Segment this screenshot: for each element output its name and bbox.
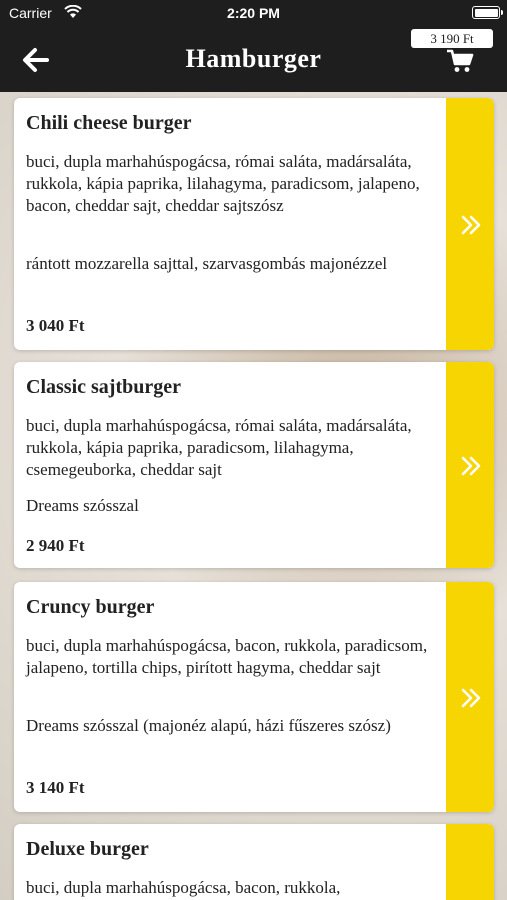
double-chevron-right-icon (460, 214, 482, 236)
product-ingredients: buci, dupla marhahúspogácsa, római saláta, madársaláta, rukkola, kápia paprika, lilahagyma, paradicsom, jalapeno, bacon, cheddar sajt, cheddar sajtszósz (26, 152, 420, 215)
product-sauce: Dreams szósszal (26, 496, 139, 515)
double-chevron-right-icon (460, 687, 482, 709)
clock: 2:20 PM (227, 5, 280, 21)
product-sauce: rántott mozzarella sajttal, szarvasgombás majonézzel (26, 254, 388, 273)
product-price: 3 140 Ft (26, 778, 85, 797)
product-name: Chili cheese burger (26, 112, 192, 134)
open-product-button[interactable] (446, 362, 494, 568)
open-product-button[interactable] (446, 98, 494, 350)
battery-icon (472, 6, 500, 19)
double-chevron-right-icon (460, 455, 482, 477)
product-card[interactable] (14, 824, 494, 900)
product-price: 2 940 Ft (26, 536, 85, 555)
status-bar (0, 0, 507, 27)
product-sauce: Dreams szósszal (majonéz alapú, házi fűszeres szósz) (26, 716, 391, 735)
page-title: Hamburger (185, 44, 322, 73)
product-card[interactable] (14, 362, 494, 568)
product-price: 3 040 Ft (26, 316, 85, 335)
product-ingredients: buci, dupla marhahúspogácsa, római saláta, madársaláta, rukkola, kápia paprika, paradicsom, lilahagyma, csemegeuborka, cheddar sajt (26, 416, 412, 479)
open-product-button[interactable] (446, 582, 494, 812)
product-card[interactable] (14, 582, 494, 812)
carrier-label: Carrier (9, 5, 52, 21)
product-ingredients: buci, dupla marhahúspogácsa, bacon, rukkola, (26, 878, 341, 897)
cart-icon[interactable] (446, 48, 474, 74)
product-list[interactable] (0, 92, 507, 900)
product-name: Classic sajtburger (26, 376, 181, 398)
product-card[interactable] (14, 98, 494, 350)
cart-total-badge: 3 190 Ft (411, 29, 493, 48)
product-name: Deluxe burger (26, 838, 149, 860)
nav-bar (0, 27, 507, 92)
product-name: Cruncy burger (26, 596, 155, 618)
open-product-button[interactable] (446, 824, 494, 900)
product-ingredients: buci, dupla marhahúspogácsa, bacon, rukkola, paradicsom, jalapeno, tortilla chips, pirított hagyma, cheddar sajt (26, 636, 428, 677)
